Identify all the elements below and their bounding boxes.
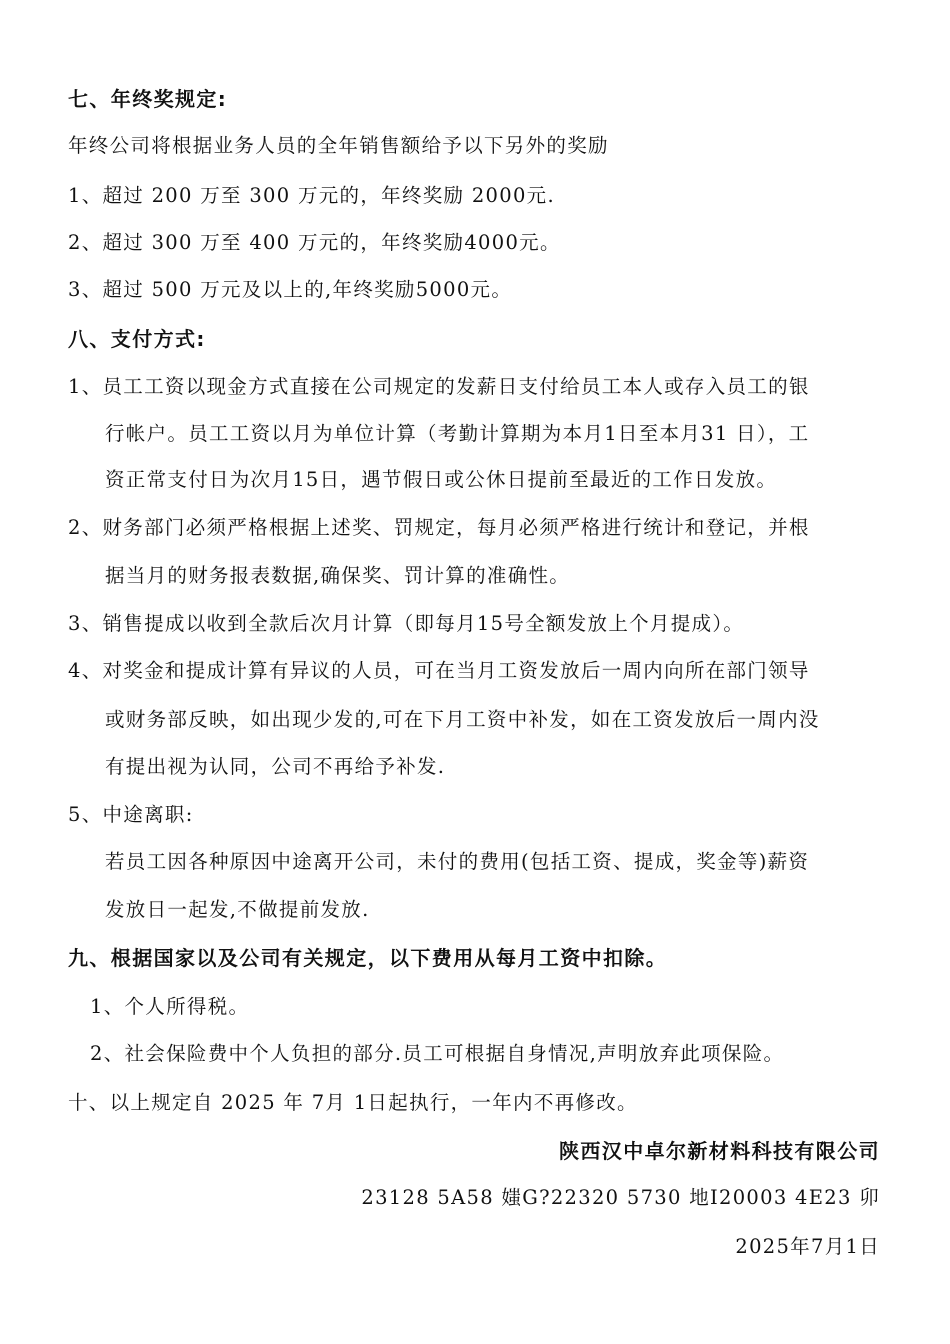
garbled-code-line: 23128 5A58 媸G?22320 5730 地I20003 4E23 卯 — [361, 1186, 880, 1209]
section-9-item-1: 1、个人所得税。 — [90, 995, 250, 1018]
section-8-heading: 八、支付方式: — [68, 327, 206, 351]
section-8-item-1-line-2: 行帐户。员工工资以月为单位计算（考勤计算期为本月1日至本月31 日），工 — [105, 422, 810, 445]
signature-date: 2025年7月1日 — [735, 1235, 880, 1258]
section-8-item-2-line-2: 据当月的财务报表数据,确保奖、罚计算的准确性。 — [105, 564, 571, 587]
section-8-item-2-line-1: 2、财务部门必须严格根据上述奖、罚规定，每月必须严格进行统计和登记，并根 — [68, 516, 810, 539]
section-8-item-5-body-line-1: 若员工因各种原因中途离开公司，未付的费用(包括工资、提成，奖金等)薪资 — [105, 850, 810, 873]
section-7-heading: 七、年终奖规定: — [68, 87, 228, 111]
section-8-item-3: 3、销售提成以收到全款后次月计算（即每月15号全额发放上个月提成）。 — [68, 612, 745, 635]
section-10-text: 十、以上规定自 2025 年 7月 1日起执行，一年内不再修改。 — [68, 1091, 638, 1114]
section-7-item-3: 3、超过 500 万元及以上的,年终奖励5000元。 — [68, 278, 513, 301]
section-7-item-1: 1、超过 200 万至 300 万元的，年终奖励 2000元. — [68, 184, 555, 207]
section-8-item-5-title: 5、中途离职: — [68, 803, 194, 826]
section-8-item-5-body-line-2: 发放日一起发,不做提前发放. — [105, 898, 370, 921]
section-8-item-4-line-1: 4、对奖金和提成计算有异议的人员，可在当月工资发放后一周内向所在部门领导 — [68, 659, 810, 682]
section-8-item-4-line-2: 或财务部反映，如出现少发的,可在下月工资中补发，如在工资发放后一周内没 — [105, 708, 820, 731]
company-name: 陕西汉中卓尔新材料科技有限公司 — [559, 1139, 880, 1163]
section-9-heading: 九、根据国家以及公司有关规定，以下费用从每月工资中扣除。 — [68, 946, 668, 970]
section-7-item-2: 2、超过 300 万至 400 万元的，年终奖励4000元。 — [68, 231, 561, 254]
section-8-item-1-line-3: 资正常支付日为次月15日，遇节假日或公休日提前至最近的工作日发放。 — [105, 468, 778, 491]
section-8-item-1-line-1: 1、员工工资以现金方式直接在公司规定的发薪日支付给员工本人或存入员工的银 — [68, 375, 810, 398]
section-8-item-4-line-3: 有提出视为认同，公司不再给予补发. — [105, 755, 446, 778]
section-7-intro: 年终公司将根据业务人员的全年销售额给予以下另外的奖励 — [68, 134, 609, 157]
section-9-item-2: 2、社会保险费中个人负担的部分.员工可根据自身情况,声明放弃此项保险。 — [90, 1042, 785, 1065]
